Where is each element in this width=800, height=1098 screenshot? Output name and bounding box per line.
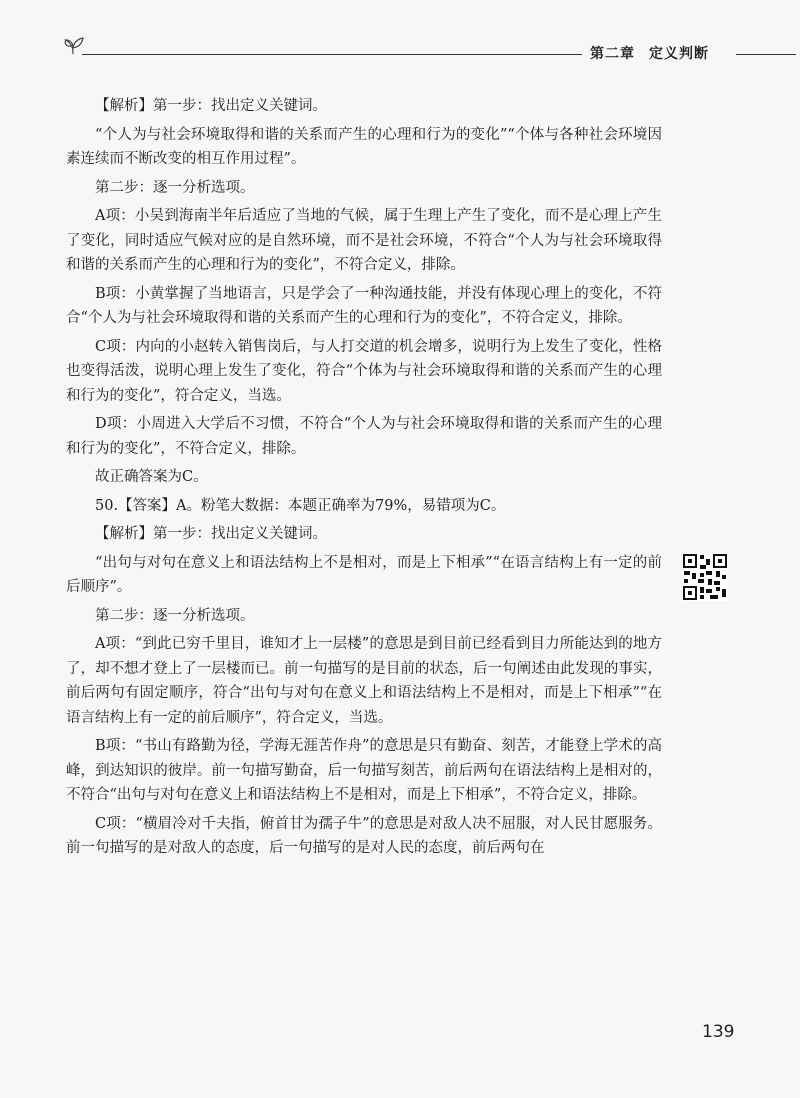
section-title: 定义判断	[649, 46, 709, 62]
chapter-number: 第二章	[590, 46, 635, 62]
page-header	[60, 30, 775, 70]
paragraph: A项：“到此已穷千里目，谁知才上一层楼”的意思是到目前已经看到目力所能达到的地方了，却不想才登上了一层楼而已。前一句描写的是目前的状态，后一句阐述由此发现的事实，前后两句有固定顺序，符合“出句与对句在意义上和语法结构上不是相对，而是上下相承”“在语言结构上有一定的前后顺序”，符合定义，当选。	[66, 636, 662, 726]
paragraph: 【解析】第一步：找出定义关键词。	[95, 526, 327, 542]
chapter-title	[590, 43, 723, 63]
paragraph: B项：小黄掌握了当地语言，只是学会了一种沟通技能，并没有体现心理上的变化，不符合“个人为与社会环境取得和谐的关系而产生的心理和行为的变化”，不符合定义，排除。	[66, 285, 662, 326]
qr-code-icon[interactable]	[682, 553, 728, 601]
paragraph: C项：内向的小赵转入销售岗后，与人打交道的机会增多，说明行为上发生了变化，性格也变得活泼，说明心理上发生了变化，符合“个体为与社会环境取得和谐的关系而产生的心理和行为的变化”，符合定义，当选。	[66, 338, 662, 404]
paragraph: “出句与对句在意义上和语法结构上不是相对，而是上下相承”“在语言结构上有一定的前后顺序”。	[66, 554, 662, 595]
paragraph: A项：小吴到海南半年后适应了当地的气候，属于生理上产生了变化，而不是心理上产生了变化，同时适应气候对应的是自然环境，而不是社会环境，不符合“个人为与社会环境取得和谐的关系而产生的心理和行为的变化”，不符合定义，排除。	[66, 208, 662, 273]
page-body	[66, 94, 662, 865]
paragraph: 【解析】第一步：找出定义关键词。	[95, 98, 327, 114]
paragraph: C项：“横眉冷对千夫指，俯首甘为孺子牛”的意思是对敌人决不屈服，对人民甘愿服务。前一句描写的是对敌人的态度，后一句描写的是对人民的态度，前后两句在	[66, 815, 662, 856]
paragraph: 故正确答案为C。	[95, 469, 208, 485]
header-rule-left	[82, 54, 582, 55]
paragraph: D项：小周进入大学后不习惯，不符合“个人为与社会环境取得和谐的关系而产生的心理和行为的变化”，不符合定义，排除。	[66, 416, 662, 457]
answer-line: 50.【答案】A。粉笔大数据：本题正确率为79%，易错项为C。	[95, 497, 506, 514]
paragraph: B项：“书山有路勤为径，学海无涯苦作舟”的意思是只有勤奋、刻苦，才能登上学术的高峰，到达知识的彼岸。前一句描写勤奋，后一句描写刻苦，前后两句在语法结构上是相对的，不符合“出句与对句在意义上和语法结构上不是相对，而是上下相承”，不符合定义，排除。	[66, 738, 662, 803]
paragraph: 第二步：逐一分析选项。	[95, 607, 255, 624]
paragraph: “个人为与社会环境取得和谐的关系而产生的心理和行为的变化”“个体与各种社会环境因素连续而不断改变的相互作用过程”。	[66, 126, 662, 167]
paragraph: 第二步：逐一分析选项。	[95, 179, 255, 196]
header-rule-right	[736, 54, 796, 55]
page-number: 139	[702, 1022, 735, 1042]
